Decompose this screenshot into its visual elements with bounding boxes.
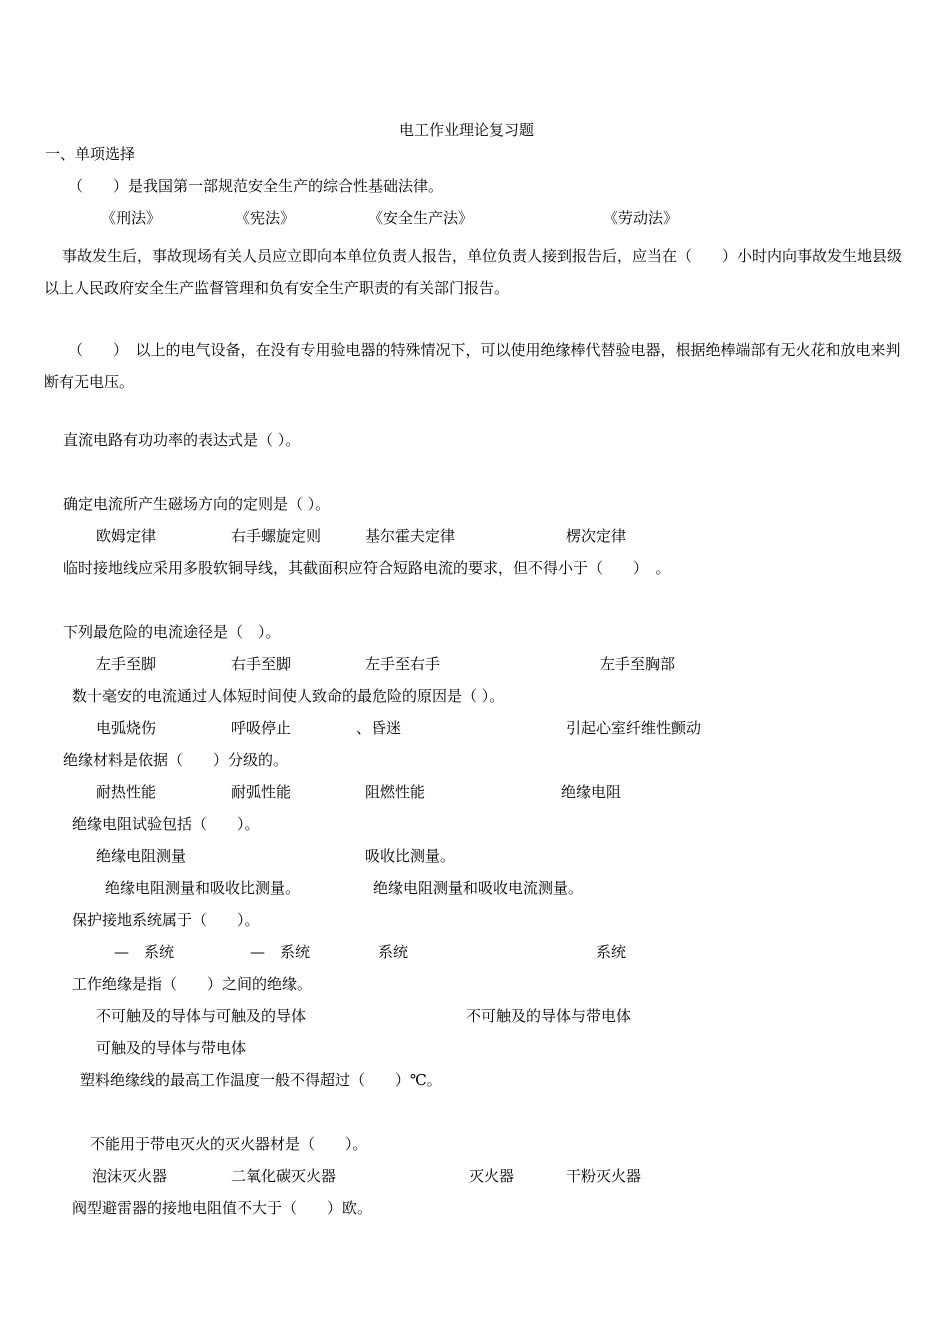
option: 系统 bbox=[378, 943, 409, 961]
option: 呼吸停止 bbox=[231, 719, 292, 737]
option: 耐弧性能 bbox=[231, 783, 292, 801]
option: 绝缘电阻 bbox=[561, 783, 622, 801]
option: 左手至右手 bbox=[365, 655, 441, 673]
option: 左手至脚 bbox=[96, 655, 157, 673]
option: 二氧化碳灭火器 bbox=[231, 1167, 337, 1185]
question-stem: 绝缘电阻试验包括（ ）。 bbox=[72, 815, 260, 833]
option: 左手至胸部 bbox=[600, 655, 676, 673]
option: 欧姆定律 bbox=[96, 527, 157, 545]
option: 灭火器 bbox=[469, 1167, 515, 1185]
option: 不可触及的导体与可触及的导体 bbox=[96, 1007, 307, 1025]
question-stem: 保护接地系统属于（ ）。 bbox=[72, 911, 260, 929]
question-stem: 事故发生后，事故现场有关人员应立即向本单位负责人报告，单位负责人接到报告后，应当在（ ）小时内向事故发生地县级以上人民政府安全生产监督管理和负有安全生产职责的有关部门报告。 bbox=[44, 247, 903, 297]
option: 绝缘电阻测量和吸收电流测量。 bbox=[373, 879, 584, 897]
question-stem: 下列最危险的电流途径是（ ）。 bbox=[63, 623, 281, 641]
question-stem: 绝缘材料是依据（ ）分级的。 bbox=[63, 751, 289, 769]
question-stem: 数十毫安的电流通过人体短时间使人致命的最危险的原因是（ ）。 bbox=[72, 687, 505, 705]
question-stem: 工作绝缘是指（ ）之间的绝缘。 bbox=[72, 975, 313, 993]
option: 右手螺旋定则 bbox=[231, 527, 322, 545]
option: 右手至脚 bbox=[231, 655, 292, 673]
option: 《宪法》 bbox=[235, 209, 296, 227]
option: 电弧烧伤 bbox=[96, 719, 157, 737]
option: 吸收比测量。 bbox=[365, 847, 456, 865]
option: 不可触及的导体与带电体 bbox=[466, 1007, 632, 1025]
option: 《刑法》 bbox=[101, 209, 162, 227]
question-stem: 直流电路有功功率的表达式是（ ）。 bbox=[63, 431, 301, 449]
option: 引起心室纤维性颤动 bbox=[566, 719, 702, 737]
question-stem: 临时接地线应采用多股软铜导线，其截面积应符合短路电流的要求，但不得小于（ ） 。 bbox=[63, 559, 671, 577]
section-heading: 一、单项选择 bbox=[45, 145, 136, 163]
question-stem: 阀型避雷器的接地电阻值不大于（ ）欧。 bbox=[72, 1199, 373, 1217]
option: 基尔霍夫定律 bbox=[365, 527, 456, 545]
option: 楞次定律 bbox=[566, 527, 627, 545]
option: 、昏迷 bbox=[356, 719, 402, 737]
option: 耐热性能 bbox=[96, 783, 157, 801]
option: 干粉灭火器 bbox=[566, 1167, 642, 1185]
option: 绝缘电阻测量 bbox=[96, 847, 187, 865]
question-stem: 不能用于带电灭火的灭火器材是（ ）。 bbox=[90, 1135, 368, 1153]
question-stem: （ ）是我国第一部规范安全生产的综合性基础法律。 bbox=[68, 177, 444, 195]
option: 《劳动法》 bbox=[603, 209, 679, 227]
question-stem: 塑料绝缘线的最高工作温度一般不得超过（ ）℃。 bbox=[80, 1071, 442, 1089]
question-stem: 确定电流所产生磁场方向的定则是（ ）。 bbox=[63, 495, 331, 513]
option: 阻燃性能 bbox=[365, 783, 426, 801]
option: 绝缘电阻测量和吸收比测量。 bbox=[105, 879, 301, 897]
option: 可触及的导体与带电体 bbox=[96, 1039, 247, 1057]
option: — 系统 bbox=[250, 943, 311, 961]
option: — 系统 bbox=[114, 943, 175, 961]
option: 泡沫灭火器 bbox=[92, 1167, 168, 1185]
option: 《安全生产法》 bbox=[368, 209, 474, 227]
option: 系统 bbox=[596, 943, 627, 961]
page-title: 电工作业理论复习题 bbox=[399, 121, 535, 139]
question-stem: （ ） 以上的电气设备，在没有专用验电器的特殊情况下，可以使用绝缘棒代替验电器，根据绝棒端部有无火花和放电来判断有无电压。 bbox=[44, 341, 901, 391]
